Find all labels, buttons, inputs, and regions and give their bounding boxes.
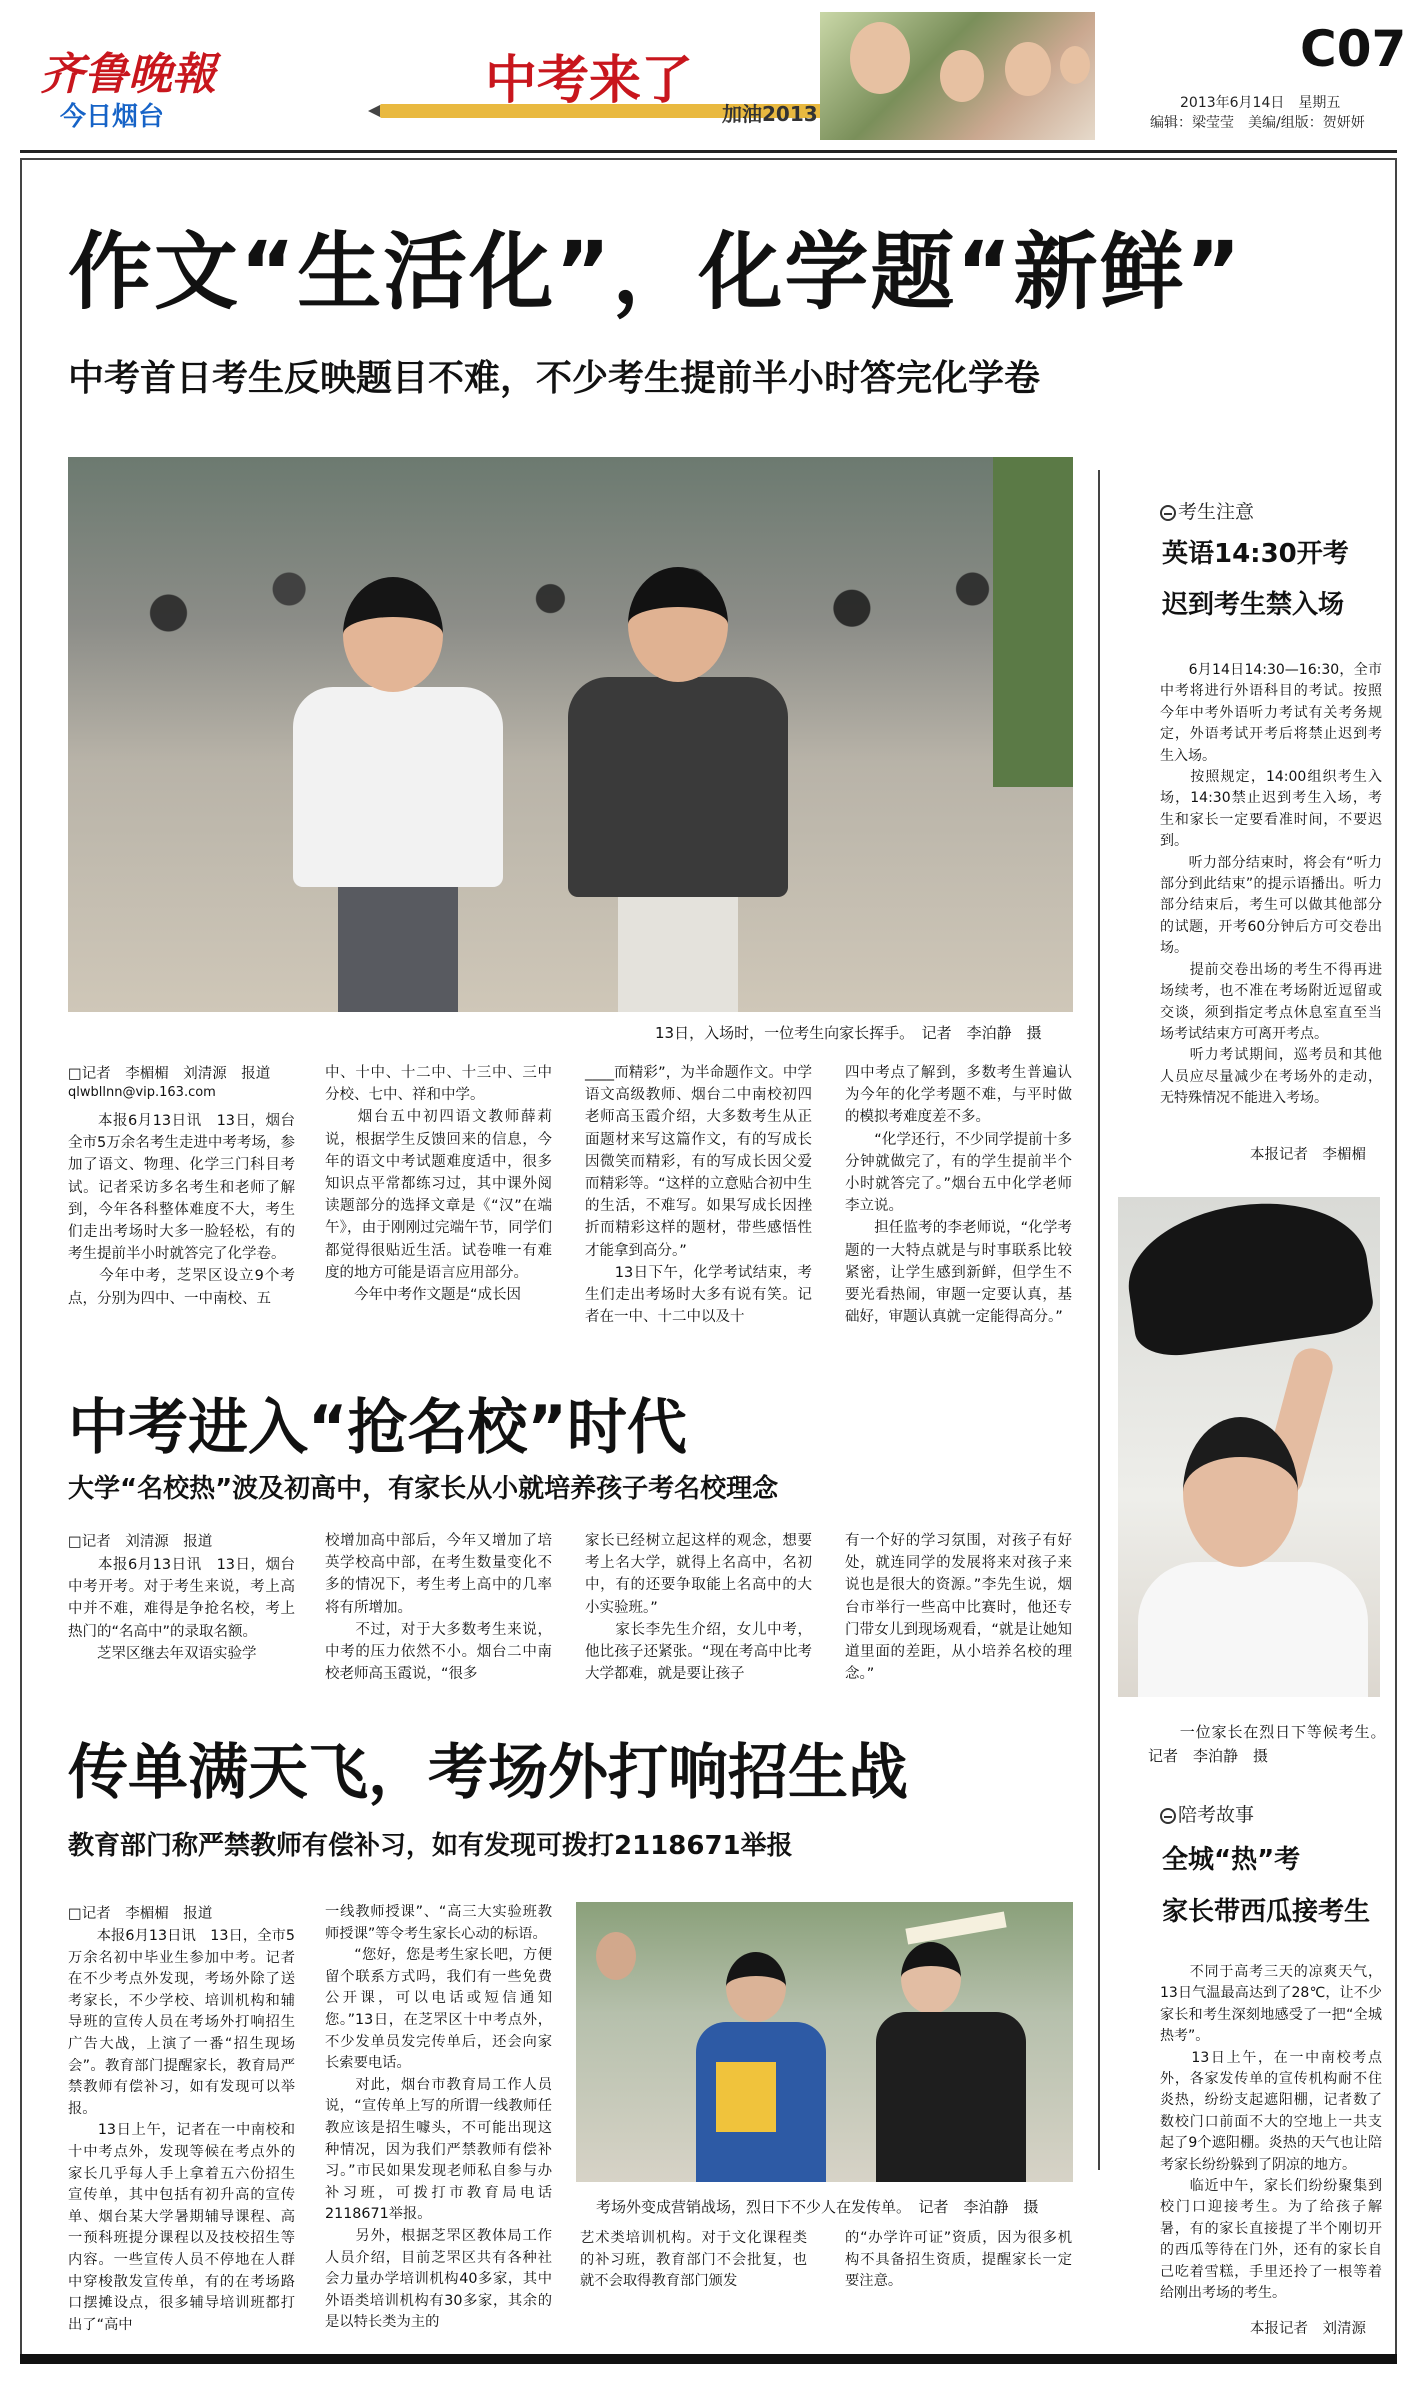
face-shape [1060,46,1090,84]
parent-photo-caption: 一位家长在烈日下等候考生。 记者 李泊静 摄 [1148,1723,1394,1765]
story3-col-2: 一线教师授课”、“高三大实验班教师授课”等令考生家长心动的标语。 “您好，您是考生家长吧，方便留个联系方式吗，我们有一些免费公开课，可以电话或短信通知您。”13日，在芝罘区十中考点外，不少发单员发完传单后，还会向家长索要电话。 对此，烟台市教育局工作人员说，“宣传单上写的所谓一线教师任教应该是招生噱头，不可能出现这种情况，因为我们严禁教师有偿补习。”市民如果发现老师私自参与办补习班，可拨打市教育局电话2118671举报。 另外，根据芝罘区教体局工作人员介绍，目前芝罘区共有各种社会力量办学培训机构40多家，其中外语类培训机构有30多家，其余的是以特长类为主的 [325,1904,552,2331]
story2-headline: 中考进入“抢名校”时代 [68,1393,687,1463]
story2-col-1: 本报6月13日讯 13日，烟台中考开考。对于考生来说，考上高中并不难，难得是争抢名校，考上热门的“名高中”的录取名额。 芝罘区继去年双语实验学 [68,1557,295,1662]
figure-legs [338,882,458,1012]
edition-name: 今日烟台 [60,102,165,132]
face-shape [596,1932,636,1980]
banner-title: 中考来了 [485,50,694,111]
story2-subhead: 大学“名校热”波及初高中，有家长从小就培养孩子考名校理念 [68,1474,779,1504]
story3-byline: □记者 李楣楣 报道 [68,1906,213,1922]
story3-headline: 传单满天飞，考场外打响招生战 [68,1738,908,1808]
sidebar2-body: 不同于高考三天的凉爽天气，13日气温最高达到了28℃，让不少家长和考生深刻地感受了一把“全城热考”。 13日上午，在一中南校考点外，各家发传单的宣传机构耐不住炎热，纷纷支起遮阳棚，记者数了数校门口前面不大的空地上一共支起了9个遮阳棚。炎热的天气也让陪考家长纷纷躲到了阴凉的地方。 临近中午，家长们纷纷聚集到校门口迎接考生。为了给孩子解暑，有的家长直接提了半个刚切开的西瓜等待在门外，还有的家长自己吃着雪糕，手里还拎了一根等着给刚出考场的考生。 [1160,1964,1382,2302]
story1-col-2: 中、十中、十二中、十三中、三中分校、七中、祥和中学。 烟台五中初四语文教师薛莉说，根据学生反馈回来的信息，今年的语文中考试题难度适中，很多知识点平常都练习过，其中课外阅读题部分的选择文章是《“汉”在端午》，由于刚刚过完端午节，同学们都觉得很贴近生活。试卷唯一有难度的地方可能是语言应用部分。 今年中考作文题是“成长因 [325,1065,552,1304]
sidebar2-headline-1: 全城“热”考 [1162,1845,1301,1875]
footer-rule [20,2354,1397,2364]
shirt-shape [1138,1562,1368,1697]
sidebar1-tag-text: 考生注意 [1178,501,1255,523]
sidebar2-headline-2: 家长带西瓜接考生 [1162,1897,1371,1927]
newspaper-logo: 齐鲁晚報 [40,49,216,100]
story1-byline: □记者 李楣楣 刘清源 报道 [68,1066,271,1082]
tag-icon [1160,505,1176,521]
sidebar2-tag-text: 陪考故事 [1178,1804,1255,1826]
sidebar1-headline-1: 英语14:30开考 [1162,539,1349,569]
story1-col-4: 四中考点了解到，多数考生普遍认为今年的化学考题不难，与平时做的模拟考难度差不多。 “化学还行，不少同学提前十多分钟就做完了，有的学生提前半个小时就答完了。”烟台五中化学老师李立说。 担任监考的李老师说，“化学考题的一大特点就是与时事联系比较紧密，让学生感到新鲜，但学生不要光看热闹，审题一定要认真，基础好，审题认真就一定能得高分。” [845,1065,1072,1326]
story1-subhead: 中考首日考生反映题目不难，不少考生提前半小时答完化学卷 [68,358,1041,399]
story3-col-1: 本报6月13日讯 13日，全市5万余名初中毕业生参加中考。记者在不少考点外发现，考场外除了送考家长，不少学校、培训机构和辅导班的宣传人员在考场外打响招生广告大战，上演了一番“招生现场会”。教育部门提醒家长，教育局严禁教师有偿补习，如有发现可以举报。 13日上午，记者在一中南校和十中考点外，发现等候在考点外的家长几乎每人手上拿着五六份招生宣传单，其中包括有初升高的宣传单、烟台某大学暑期辅导课程、高一预科班提分课程以及技校招生等内容。一些宣传人员不停地在人群中穿梭散发宣传单，有的在考场路口摆摊设点，很多辅导培训班都打出了“高中 [68,1928,295,2333]
story2-col-3: 家长已经树立起这样的观念，想要考上名大学，就得上名高中，名初中，有的还要争取能上名高中的大小实验班。” 家长李先生介绍，女儿中考，他比孩子还紧张。“现在考高中比考大学都难，就是要让孩子 [585,1533,812,1683]
story3-col-3: 艺术类培训机构。对于文化课程类的补习班，教育部门不会批复，也就不会取得教育部门颁发 [580,2230,807,2290]
sidebar1-body: 6月14日14:30—16:30，全市中考将进行外语科目的考试。按照今年中考外语听力考试有关考务规定，外语考试开考后将禁止迟到考生入场。 按照规定，14:00组织考生入场，14:30禁止迟到考生入场，考生和家长一定要看准时间，不要迟到。 听力部分结束时，将会有“听力部分到此结束”的提示语播出。听力部分结束后，考生可以做其他部分的试题，开考60分钟后方可交卷出场。 提前交卷出场的考生不得再进场续考，也不准在考场附近逗留或交谈，须到指定考点休息室直至当场考试结束方可离开考点。 听力考试期间，巡考员和其他人员应尽量减少在考场外的走动，无特殊情况不能进入考场。 [1160,662,1382,1107]
face-shape [1005,42,1051,96]
story3-subhead: 教育部门称严禁教师有偿补习，如有发现可拨打2118671举报 [68,1831,793,1861]
sidebar1-signoff: 本报记者 李楣楣 [1250,1147,1366,1163]
story3-photo-caption: 考场外变成营销战场，烈日下不少人在发传单。 记者 李泊静 摄 [596,2198,1039,2216]
parent-photo [1118,1197,1380,1697]
story1-photo-caption: 13日，入场时，一位考生向家长挥手。 记者 李泊静 摄 [655,1024,1042,1042]
face-shape [1183,1417,1298,1567]
face-shape [940,50,984,102]
figure-body [293,687,503,887]
sidebar1-tag [1160,497,1254,524]
header-rule [20,150,1397,153]
tag-icon [1160,1808,1176,1824]
sidebar2-signoff: 本报记者 刘清源 [1250,2321,1366,2337]
figure-head [628,567,728,682]
tree-shape [993,457,1073,787]
sidebar-divider [1098,470,1100,2170]
sidebar1-headline-2: 迟到考生禁入场 [1162,590,1345,620]
editors-line: 编辑：梁莹莹 美编/组版：贺妍妍 [1150,115,1365,131]
story1-headline: 作文“生活化”，化学题“新鲜” [68,223,1243,321]
flyers-shape [716,2062,776,2132]
banner-subtitle: 加油2013 [722,102,818,126]
story2-byline: □记者 刘清源 报道 [68,1534,213,1550]
story1-email: qlwbllnn@vip.163.com [68,1085,216,1100]
paper-shape [905,1911,1006,1944]
face-shape [850,22,910,94]
story3-photo [576,1902,1073,2182]
figure-head [343,577,443,692]
jacket-shape [876,2012,1026,2182]
sidebar2-tag [1160,1800,1254,1827]
student-figure [558,567,798,1012]
story2-col-4: 有一个好的学习氛围，对孩子有好处，就连同学的发展将来对孩子来说也是很大的资源。”李先生说，烟台市举行一些高中比赛时，他还专门带女儿到现场观看，“就是让她知道里面的差距，从小培养名校的理念。” [845,1533,1072,1683]
story1-col-3: ____而精彩”，为半命题作文。中学语文高级教师、烟台二中南校初四老师高玉霞介绍，大多数考生从正面题材来写这篇作文，有的写成长因微笑而精彩，有的写成长因父爱而精彩等。“这样的立意贴合初中生的生活，不难写。如果写成长因挫折而精彩这样的题材，带些感悟性才能拿到高分。” 13日下午，化学考试结束，考生们走出考场时大多有说有笑。记者在一中、十二中以及十 [585,1065,812,1326]
figure-legs [618,892,738,1012]
issue-date: 2013年6月14日 星期五 [1180,95,1341,111]
figure-body [568,677,788,897]
umbrella-shape [1119,1197,1376,1361]
story1-photo [68,457,1073,1012]
header-photo [820,12,1095,140]
face-shape [901,1942,961,2014]
student-figure [283,577,513,1012]
story3-col-4: 的“办学许可证”资质，因为很多机构不具备招生资质，提醒家长一定要注意。 [845,2230,1072,2290]
face-shape [726,1952,786,2022]
story2-col-2: 校增加高中部后，今年又增加了培英学校高中部，在考生数量变化不多的情况下，考生考上高中的几率将有所增加。 不过，对于大多数考生来说，中考的压力依然不小。烟台二中南校老师高玉霞说，“很多 [325,1533,552,1683]
story1-col-1: 本报6月13日讯 13日，烟台全市5万余名考生走进中考考场，参加了语文、物理、化学三门科目考试。记者采访多名考生和老师了解到，今年各科整体难度不大，考生们走出考场时大多一脸轻松，有的考生提前半小时就答完了化学卷。 今年中考，芝罘区设立9个考点，分别为四中、一中南校、五 [68,1113,295,1307]
page-number: C07 [1300,20,1407,78]
